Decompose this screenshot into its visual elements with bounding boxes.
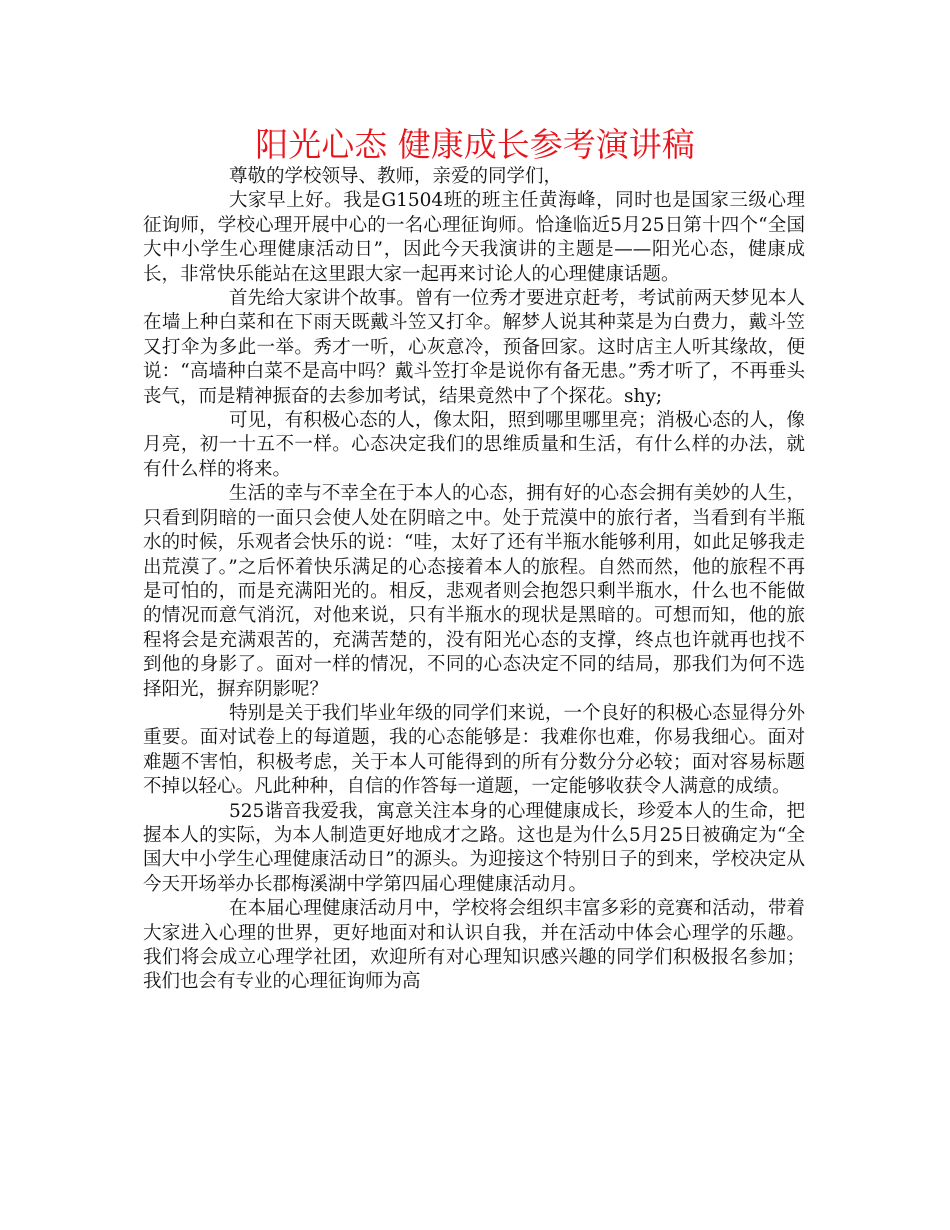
paragraph-salutation: 尊敬的学校领导、教师，亲爱的同学们， — [229, 166, 563, 187]
document-title: 阳光心态 健康成长参考演讲稿 — [255, 125, 695, 164]
paragraph-525-meaning: 525谐音我爱我，寓意关注本身的心理健康成长，珍爱本人的生命，把握本人的实际，为本人制造更好地成才之路。这也是为什么5月25日被确定为“全国大中小学生心理健康活动日”的源头。为迎接这个特别日子的到来，学校决定从今天开场举办长郡梅溪湖中学第四届心理健康活动月。 — [143, 800, 805, 895]
paragraph-introduction: 大家早上好。我是G1504班的班主任黄海峰，同时也是国家三级心理征询师，学校心理开展中心的一名心理征询师。恰逢临近5月25日第十四个“全国大中小学生心理健康活动日”，因此今天我演讲的主题是——阳光心态，健康成长，非常快乐能站在这里跟大家一起再来讨论人的心理健康话题。 — [143, 190, 805, 285]
paragraph-desert-traveler: 生活的幸与不幸全在于本人的心态，拥有好的心态会拥有美妙的人生，只看到阴暗的一面只会使人处在阴暗之中。处于荒漠中的旅行者，当看到有半瓶水的时候，乐观者会快乐的说：“哇，太好了还有半瓶水能够利用，如此足够我走出荒漠了。”之后怀着快乐满足的心态接着本人的旅程。自然而然，他的旅程不再是可怕的，而是充满阳光的。相反，悲观者则会抱怨只剩半瓶水，什么也不能做的情况而意气消沉，对他来说，只有半瓶水的现状是黑暗的。可想而知，他的旅程将会是充满艰苦的，充满苦楚的，没有阳光心态的支撑，终点也许就再也找不到他的身影了。面对一样的情况，不同的心态决定不同的结局，那我们为何不选择阳光，摒弃阴影呢？ — [143, 483, 805, 700]
paragraph-positive-attitude: 可见，有积极心态的人，像太阳，照到哪里哪里亮；消极心态的人，像月亮，初一十五不一样。心态决定我们的思维质量和生活，有什么样的办法，就有什么样的将来。 — [143, 410, 805, 480]
paragraph-activity-month: 在本届心理健康活动月中，学校将会组织丰富多彩的竞赛和活动，带着大家进入心理的世界，更好地面对和认识自我，并在活动中体会心理学的乐趣。我们将会成立心理学社团，欢迎所有对心理知识感兴趣的同学们积极报名参加；我们也会有专业的心理征询师为高 — [143, 898, 805, 993]
paragraph-graduating-students: 特别是关于我们毕业年级的同学们来说，一个良好的积极心态显得分外重要。面对试卷上的每道题，我的心态能够是：我难你也难，你易我细心。面对难题不害怕，积极考虑，关于本人可能得到的所有分数分分必较；面对容易标题不掉以轻心。凡此种种，自信的作答每一道题，一定能够收获令人满意的成绩。 — [143, 702, 805, 798]
speech-body — [143, 165, 805, 995]
paragraph-story: 首先给大家讲个故事。曾有一位秀才要进京赶考，考试前两天梦见本人在墙上种白菜和在下雨天既戴斗笠又打伞。解梦人说其种菜是为白费力，戴斗笠又打伞为多此一举。秀才一听，心灰意冷，预备回家。这时店主人听其缘故，便说：“高墙种白菜不是高中吗？戴斗笠打伞是说你有备无患。”秀才听了，不再垂头丧气，而是精神振奋的去参加考试，结果竟然中了个探花。shy; — [143, 288, 805, 407]
